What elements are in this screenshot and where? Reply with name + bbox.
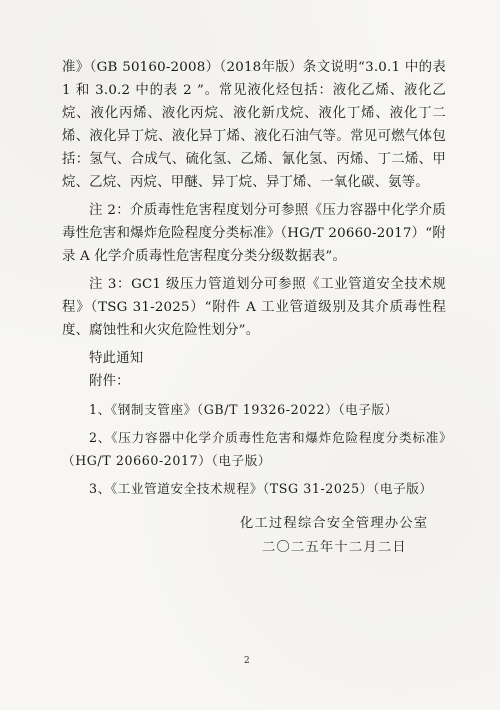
- issuing-office: 化工过程综合安全管理办公室: [240, 516, 429, 531]
- note-3: 注 3：GC1 级压力管道划分可参照《工业管道安全技术规程》（TSG 31-2025）“附件 A 工业管道级别及其介质毒性程度、腐蚀性和火灾危险性划分”。: [62, 277, 446, 338]
- attachment-1: 1、《钢制支管座》（GB/T 19326-2022）（电子版）: [89, 402, 398, 417]
- attachment-3: 3、《工业管道安全技术规程》（TSG 31-2025）（电子版）: [89, 481, 433, 496]
- document-body: [62, 56, 446, 500]
- attachment-2: 2、《压力容器中化学介质毒性危害和爆炸危险程度分类标准》（HG/T 20660-2017）（电子版）: [62, 430, 446, 468]
- continued-paragraph: 准》（GB 50160-2008）（2018年版）条文说明“3.0.1 中的表 1 和 3.0.2 中的表 2 ”。常见液化烃包括：液化乙烯、液化乙烷、液化丙烯、液化丙烷、液化新戊烷、液化丁烯、液化丁二烯、液化异丁烷、液化异丁烯、液化石油气等。常见可燃气体包括：氢气、合成气、硫化氢、乙烯、氰化氢、丙烯、丁二烯、甲烷、乙烷、丙烷、甲醚、异丁烷、异丁烯、一氧化碳、氨等。: [62, 60, 446, 190]
- notice-line: 特此通知: [89, 351, 144, 366]
- page-number: 2: [244, 656, 250, 666]
- attachments-label: 附件：: [89, 374, 130, 389]
- issue-date: 二〇二五年十二月二日: [262, 540, 407, 555]
- note-2: 注 2：介质毒性危害程度划分可参照《压力容器中化学介质毒性危害和爆炸危险程度分类标准》（HG/T 20660-2017）“附录 A 化学介质毒性危害程度分类分级数据表”。: [62, 203, 446, 264]
